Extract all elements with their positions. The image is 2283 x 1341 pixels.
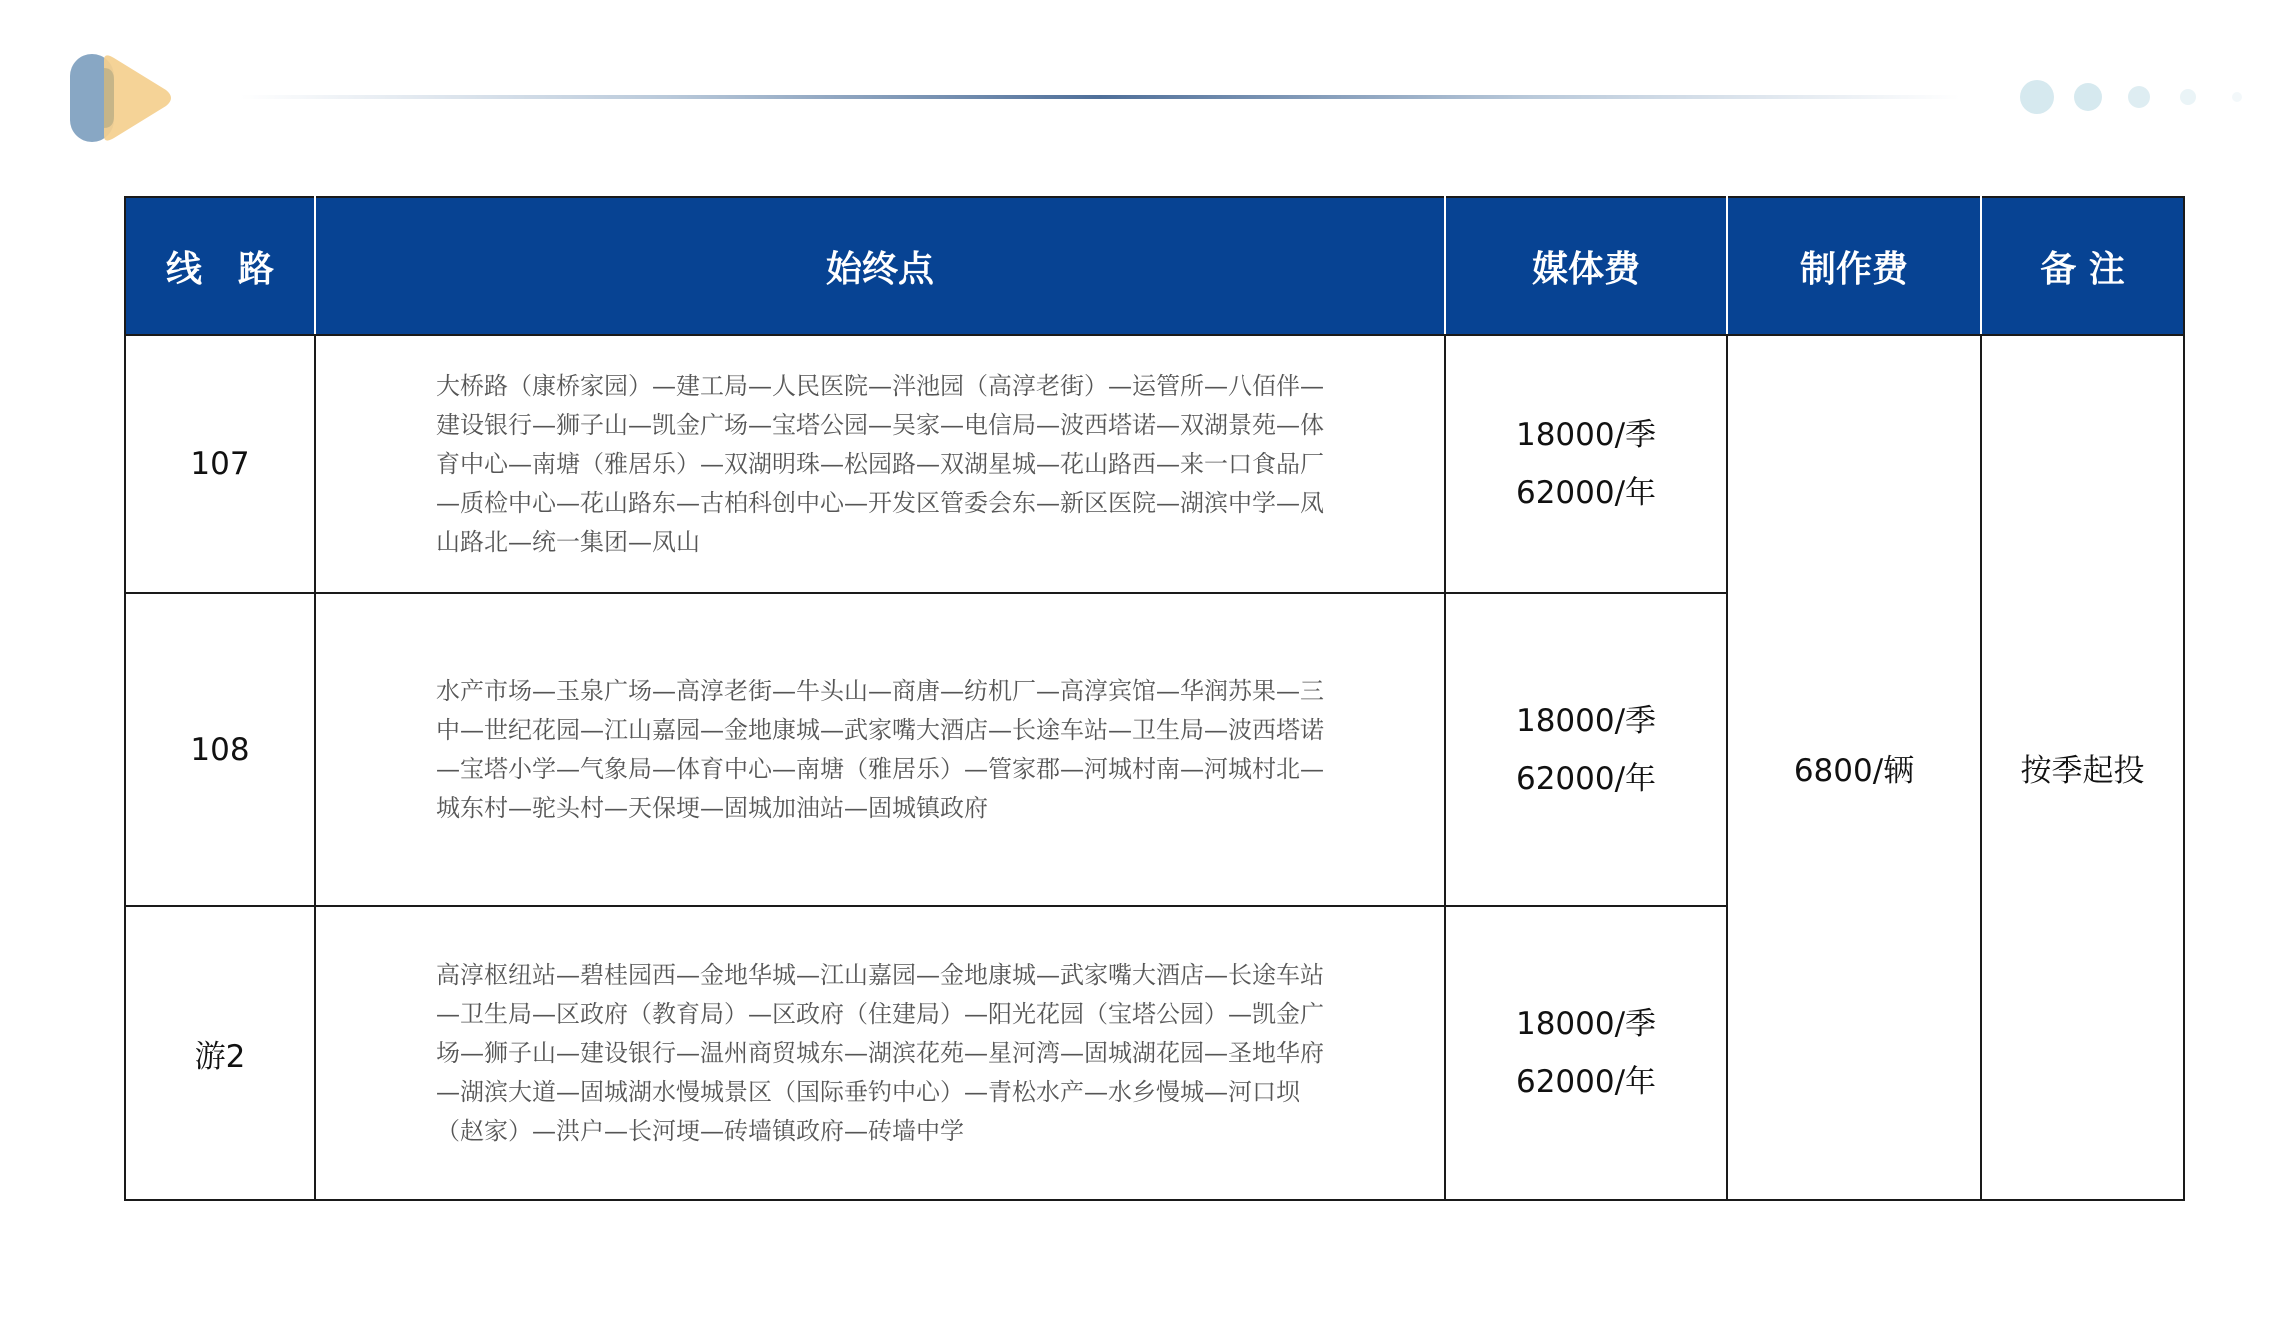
production-fee-cell [1727, 335, 1981, 1200]
column-header-remark: 备 注 [1981, 197, 2184, 335]
media-fee-quarter: 18000/季 [1515, 1006, 1657, 1042]
decorative-dot [2074, 83, 2102, 111]
media-fee-year: 62000/年 [1515, 760, 1657, 797]
column-header-route: 线 路 [125, 197, 315, 335]
route-stops-cell [315, 593, 1445, 906]
media-fee-quarter: 18000/季 [1515, 702, 1657, 739]
remark-value: 按季起投 [2020, 753, 2145, 789]
decorative-dot [2128, 86, 2150, 108]
route-stops-text: 水产市场—玉泉广场—高淳老街—牛头山—商唐—纺机厂—高淳宾馆—华润苏果—三中—世纪花园—江山嘉园—金地康城—武家嘴大酒店—长途车站—卫生局—波西塔诺—宝塔小学—气象局—体育中心—南塘（雅居乐）—管家郡—河城村南—河城村北—城东村—驼头村—天保埂—固城加油站—固城镇政府 [436, 676, 1324, 822]
production-fee-value: 6800/辆 [1793, 753, 1915, 789]
decorative-dot [2180, 89, 2196, 105]
route-pricing-table [124, 196, 2185, 1201]
header-divider-line [240, 95, 1960, 99]
decorative-dots [2020, 80, 2270, 114]
media-fee-year: 62000/年 [1515, 1064, 1657, 1100]
column-header-media-fee: 媒体费 [1445, 197, 1727, 335]
route-number: 107 [125, 335, 315, 593]
media-fee-cell [1445, 335, 1727, 593]
media-fee-cell [1445, 593, 1727, 906]
decorative-dot [2020, 80, 2054, 114]
column-header-production-fee: 制作费 [1727, 197, 1981, 335]
column-header-stops: 始终点 [315, 197, 1445, 335]
media-fee-quarter: 18000/季 [1515, 417, 1657, 453]
table-row [125, 335, 2184, 593]
table-header-row [125, 197, 2184, 335]
route-number: 108 [125, 593, 315, 906]
route-stops-text: 高淳枢纽站—碧桂园西—金地华城—江山嘉园—金地康城—武家嘴大酒店—长途车站—卫生局—区政府（教育局）—区政府（住建局）—阳光花园（宝塔公园）—凯金广场—狮子山—建设银行—温州商贸城东—湖滨花苑—星河湾—固城湖花园—圣地华府—湖滨大道—固城湖水慢城景区（国际垂钓中心）—青松水产—水乡慢城—河口坝（赵家）—洪户—长河埂—砖墙镇政府—砖墙中学 [436, 960, 1324, 1145]
media-fee-cell [1445, 906, 1727, 1200]
decorative-dot [2232, 92, 2242, 102]
route-stops-text: 大桥路（康桥家园）—建工局—人民医院—泮池园（高淳老街）—运管所—八佰伴—建设银行—狮子山—凯金广场—宝塔公园—吴家—电信局—波西塔诺—双湖景苑—体育中心—南塘（雅居乐）—双湖明珠—松园路—双湖星城—花山路西—来一口食品厂—质检中心—花山路东—古柏科创中心—开发区管委会东—新区医院—湖滨中学—凤山路北—统一集团—凤山 [436, 371, 1324, 556]
remark-cell [1981, 335, 2184, 1200]
route-stops-cell [315, 335, 1445, 593]
play-badge-icon [70, 54, 174, 144]
route-number: 游2 [125, 906, 315, 1200]
media-fee-year: 62000/年 [1515, 475, 1657, 511]
route-stops-cell [315, 906, 1445, 1200]
